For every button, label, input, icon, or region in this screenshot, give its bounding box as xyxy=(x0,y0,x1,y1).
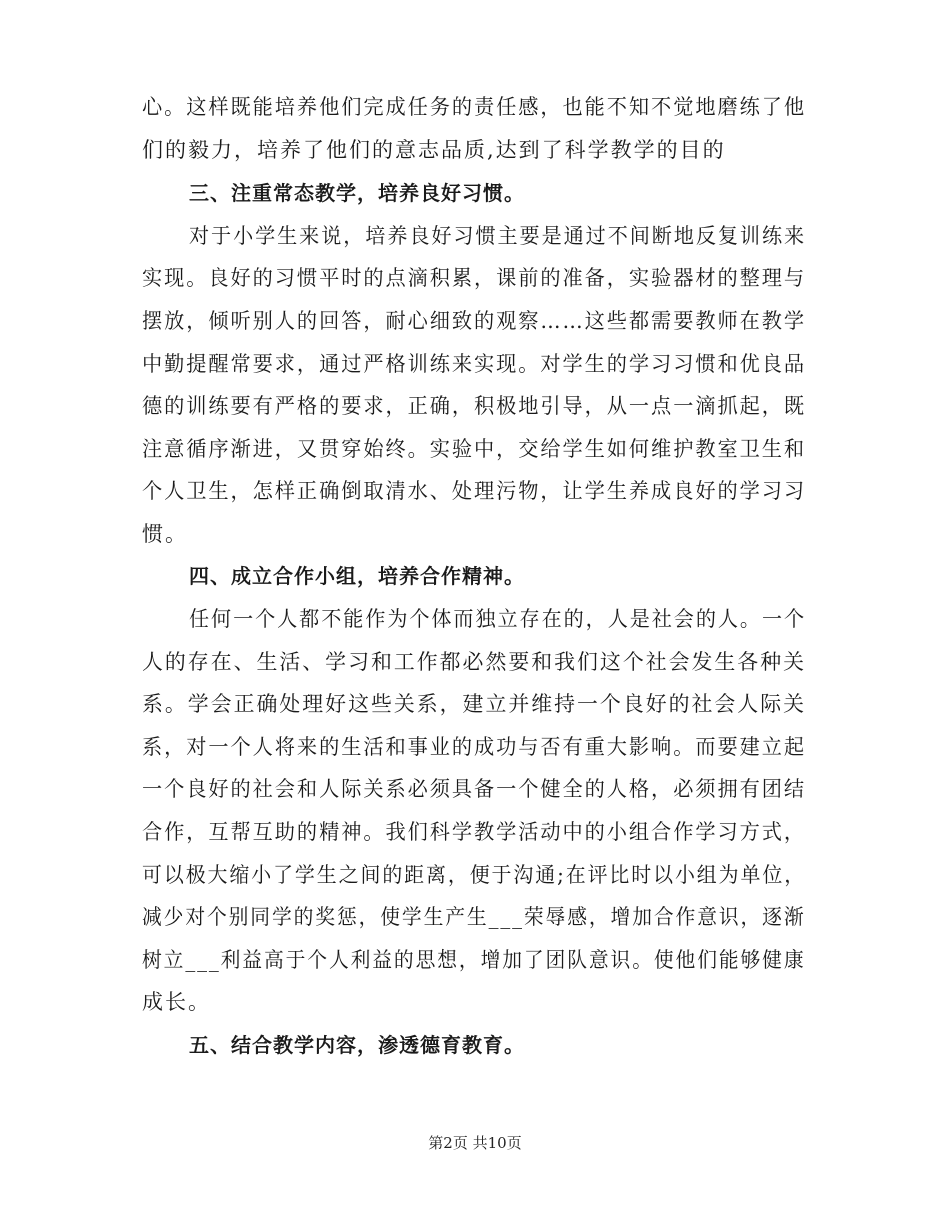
paragraph-line: 德的训练要有严格的要求，正确，积极地引导，从一点一滴抓起，既 xyxy=(142,394,806,418)
paragraph-line: 减少对个别同学的奖惩，使学生产生___荣辱感，增加合作意识，逐渐 xyxy=(142,905,806,929)
paragraph-line: 心。这样既能培养他们完成任务的责任感，也能不知不觉地磨练了他 xyxy=(142,95,806,119)
paragraph-line: 们的毅力，培养了他们的意志品质,达到了科学教学的目的 xyxy=(142,138,726,162)
paragraph-line: 合作，互帮互助的精神。我们科学教学活动中的小组合作学习方式， xyxy=(142,820,806,844)
paragraph-line: 实现。良好的习惯平时的点滴积累，课前的准备，实验器材的整理与 xyxy=(142,266,806,290)
paragraph-line: 系。学会正确处理好这些关系，建立并维持一个良好的社会人际关 xyxy=(142,692,806,716)
paragraph-line: 一个良好的社会和人际关系必须具备一个健全的人格，必须拥有团结 xyxy=(142,777,806,801)
section-heading-3: 三、注重常态教学，培养良好习惯。 xyxy=(189,181,525,205)
paragraph-line: 惯。 xyxy=(142,522,188,546)
paragraph-line: 成长。 xyxy=(142,990,211,1014)
paragraph-line: 注意循序渐进，又贯穿始终。实验中，交给学生如何维护教室卫生和 xyxy=(142,437,806,461)
paragraph-line: 树立___利益高于个人利益的思想，增加了团队意识。使他们能够健康 xyxy=(142,948,806,972)
page-number-footer: 第2页 共10页 xyxy=(428,1134,522,1152)
paragraph-line: 系，对一个人将来的生活和事业的成功与否有重大影响。而要建立起 xyxy=(142,735,806,759)
section-heading-4: 四、成立合作小组，培养合作精神。 xyxy=(189,564,525,588)
paragraph-line: 中勤提醒常要求，通过严格训练来实现。对学生的学习习惯和优良品 xyxy=(142,352,806,376)
paragraph-line: 个人卫生，怎样正确倒取清水、处理污物，让学生养成良好的学习习 xyxy=(142,479,806,503)
paragraph-line: 对于小学生来说，培养良好习惯主要是通过不间断地反复训练来 xyxy=(189,224,807,248)
paragraph-line: 人的存在、生活、学习和工作都必然要和我们这个社会发生各种关 xyxy=(142,650,806,674)
paragraph-line: 摆放，倾听别人的回答，耐心细致的观察……这些都需要教师在教学 xyxy=(142,309,806,333)
paragraph-line: 可以极大缩小了学生之间的距离，便于沟通;在评比时以小组为单位， xyxy=(142,863,807,887)
paragraph-line: 任何一个人都不能作为个体而独立存在的，人是社会的人。一个 xyxy=(189,607,807,631)
section-heading-5: 五、结合教学内容，渗透德育教育。 xyxy=(189,1033,525,1057)
